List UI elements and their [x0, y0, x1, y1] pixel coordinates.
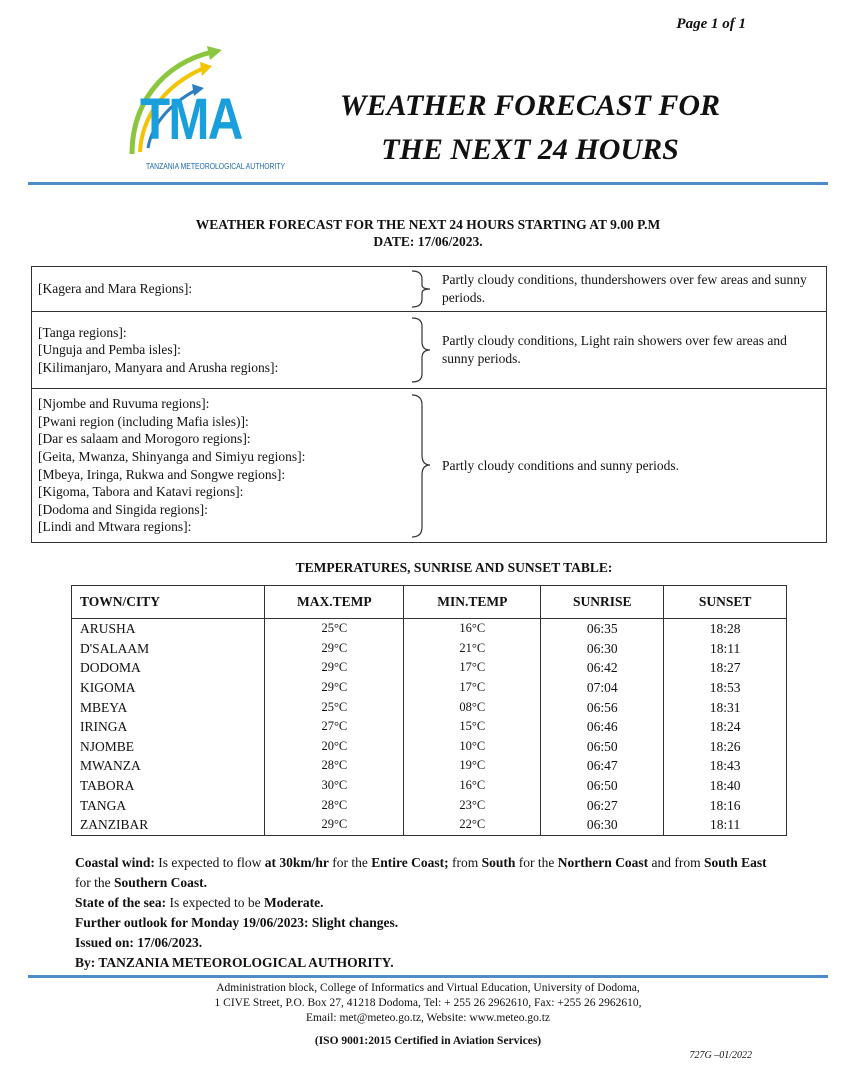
value-cell: 29°C [265, 815, 404, 835]
tma-logo [112, 44, 292, 174]
region-label: [Kagera and Mara Regions]: [38, 281, 193, 297]
value-cell: 08°C [404, 697, 541, 717]
value-cell: 29°C [265, 678, 404, 698]
page-title [300, 84, 760, 172]
value-cell: 06:35 [541, 619, 664, 639]
forecast-subtitle [28, 216, 828, 250]
value-cell: 06:47 [541, 756, 664, 776]
value-cell: 06:27 [541, 795, 664, 815]
note-segment: Is expected to flow [154, 855, 265, 870]
note-segment: South [481, 855, 516, 870]
region-label: [Njombe and Ruvuma regions]: [38, 396, 210, 412]
value-cell: 30°C [265, 776, 404, 796]
value-cell: 18:27 [664, 658, 787, 678]
outlook-text: Further outlook for Monday 19/06/2023: Slight changes. [75, 915, 399, 930]
town-cell: D'SALAAM [72, 639, 265, 659]
value-cell: 18:11 [664, 815, 787, 835]
town-cell: ZANZIBAR [72, 815, 265, 835]
page-title-line-2: THE NEXT 24 HOURS [381, 133, 679, 166]
forecast-description: Partly cloudy conditions, Light rain showers over few areas and sunny periods. [438, 312, 827, 389]
note-segment: Southern Coast. [113, 875, 207, 890]
forecast-table [31, 266, 827, 543]
temperatures-heading: TEMPERATURES, SUNRISE AND SUNSET TABLE: [295, 560, 613, 575]
forecast-row [32, 312, 827, 389]
logo-subtitle: TANZANIA METEOROLOGICAL AUTHORITY [146, 162, 286, 171]
table-row [72, 619, 787, 639]
region-label: [Kilimanjaro, Manyara and Arusha regions]: [38, 359, 279, 375]
town-cell: IRINGA [72, 717, 265, 737]
temperature-table [71, 585, 787, 836]
town-cell: TABORA [72, 776, 265, 796]
town-cell: TANGA [72, 795, 265, 815]
value-cell: 15°C [404, 717, 541, 737]
note-segment: South East [703, 855, 767, 870]
brace-icon [408, 389, 438, 543]
region-label: [Pwani region (including Mafia isles)]: [38, 413, 249, 429]
value-cell: 18:40 [664, 776, 787, 796]
table-row [72, 795, 787, 815]
value-cell: 29°C [265, 658, 404, 678]
document-reference: 727G –01/2022 [689, 1050, 752, 1061]
value-cell: 21°C [404, 639, 541, 659]
note-segment: Entire Coast; [371, 855, 449, 870]
forecast-regions-cell [32, 267, 409, 312]
note-segment: Northern Coast [557, 855, 649, 870]
town-cell: ARUSHA [72, 619, 265, 639]
note-segment: for the [515, 855, 558, 870]
value-cell: 18:43 [664, 756, 787, 776]
forecast-regions-cell [32, 389, 409, 543]
sea-state-note [75, 893, 775, 913]
column-header: SUNRISE [541, 586, 664, 619]
town-cell: KIGOMA [72, 678, 265, 698]
note-segment: for the [75, 875, 114, 890]
value-cell: 10°C [404, 737, 541, 757]
table-row [72, 697, 787, 717]
brace-icon [408, 267, 438, 312]
forecast-date: DATE: 17/06/2023. [373, 234, 483, 249]
value-cell: 06:50 [541, 776, 664, 796]
table-row [72, 678, 787, 698]
issuer-note [75, 953, 775, 973]
town-cell: DODOMA [72, 658, 265, 678]
note-segment: for the [328, 855, 372, 870]
footer-line: 1 CIVE Street, P.O. Box 27, 41218 Dodoma, Tel: + 255 26 2962610, Fax: +255 26 2962610, [214, 997, 642, 1009]
forecast-regions-cell [32, 312, 409, 389]
value-cell: 19°C [404, 756, 541, 776]
temperature-table-body [72, 619, 787, 836]
note-segment: and from [648, 855, 704, 870]
table-row [72, 658, 787, 678]
table-row [72, 756, 787, 776]
value-cell: 23°C [404, 795, 541, 815]
value-cell: 16°C [404, 776, 541, 796]
forecast-row [32, 389, 827, 543]
column-header: TOWN/CITY [72, 586, 265, 619]
region-label: [Lindi and Mtwara regions]: [38, 519, 192, 535]
value-cell: 18:53 [664, 678, 787, 698]
column-header: SUNSET [664, 586, 787, 619]
iso-certification: (ISO 9001:2015 Certified in Aviation Services) [314, 1035, 542, 1047]
coastal-wind-note [75, 853, 775, 893]
value-cell: 06:30 [541, 639, 664, 659]
footer-line: Email: met@meteo.go.tz, Website: www.meteo.go.tz [305, 1012, 551, 1024]
column-header: MIN.TEMP [404, 586, 541, 619]
note-segment: at 30km/hr [264, 855, 329, 870]
value-cell: 06:50 [541, 737, 664, 757]
logo-text: TMA [140, 87, 242, 152]
table-row [72, 639, 787, 659]
region-label: [Kigoma, Tabora and Katavi regions]: [38, 484, 244, 500]
footer-divider [28, 975, 828, 978]
note-segment: State of the sea: [75, 895, 167, 910]
header-divider [28, 182, 828, 185]
footer-address [28, 981, 828, 1026]
value-cell: 20°C [265, 737, 404, 757]
value-cell: 27°C [265, 717, 404, 737]
value-cell: 25°C [265, 697, 404, 717]
town-cell: MWANZA [72, 756, 265, 776]
value-cell: 06:56 [541, 697, 664, 717]
value-cell: 28°C [265, 795, 404, 815]
town-cell: MBEYA [72, 697, 265, 717]
region-label: [Dodoma and Singida regions]: [38, 501, 208, 517]
value-cell: 18:31 [664, 697, 787, 717]
table-row [72, 776, 787, 796]
forecast-subtitle-line: WEATHER FORECAST FOR THE NEXT 24 HOURS STARTING AT 9.00 P.M [195, 217, 661, 232]
footer-line: Administration block, College of Informatics and Virtual Education, University of Dodoma, [216, 982, 640, 994]
issued-note [75, 933, 775, 953]
column-header: MAX.TEMP [265, 586, 404, 619]
temperature-header-row [72, 586, 787, 619]
value-cell: 06:46 [541, 717, 664, 737]
value-cell: 29°C [265, 639, 404, 659]
region-label: [Mbeya, Iringa, Rukwa and Songwe regions]: [38, 466, 286, 482]
notes-section [75, 853, 775, 973]
outlook-note [75, 913, 775, 933]
value-cell: 18:11 [664, 639, 787, 659]
value-cell: 18:24 [664, 717, 787, 737]
value-cell: 17°C [404, 678, 541, 698]
value-cell: 18:28 [664, 619, 787, 639]
forecast-row [32, 267, 827, 312]
page-title-line-1: WEATHER FORECAST FOR [339, 89, 721, 122]
value-cell: 16°C [404, 619, 541, 639]
note-segment: Coastal wind: [75, 855, 155, 870]
page-number: Page 1 of 1 [676, 16, 746, 32]
value-cell: 07:04 [541, 678, 664, 698]
table-row [72, 717, 787, 737]
region-label: [Tanga regions]: [38, 324, 127, 340]
note-segment: Is expected to be [166, 895, 264, 910]
table-row [72, 737, 787, 757]
region-label: [Dar es salaam and Morogoro regions]: [38, 431, 251, 447]
value-cell: 06:30 [541, 815, 664, 835]
value-cell: 25°C [265, 619, 404, 639]
value-cell: 28°C [265, 756, 404, 776]
forecast-description: Partly cloudy conditions and sunny periods. [438, 389, 827, 543]
note-segment: Moderate. [263, 895, 324, 910]
value-cell: 22°C [404, 815, 541, 835]
forecast-description: Partly cloudy conditions, thundershowers over few areas and sunny periods. [438, 267, 827, 312]
issuer-text: By: TANZANIA METEOROLOGICAL AUTHORITY. [75, 955, 394, 970]
town-cell: NJOMBE [72, 737, 265, 757]
issued-text: Issued on: 17/06/2023. [75, 935, 203, 950]
region-label: [Geita, Mwanza, Shinyanga and Simiyu regions]: [38, 448, 306, 464]
value-cell: 06:42 [541, 658, 664, 678]
region-label: [Unguja and Pemba isles]: [38, 342, 181, 358]
note-segment: from [448, 855, 482, 870]
value-cell: 17°C [404, 658, 541, 678]
value-cell: 18:16 [664, 795, 787, 815]
brace-icon [408, 312, 438, 389]
value-cell: 18:26 [664, 737, 787, 757]
table-row [72, 815, 787, 835]
